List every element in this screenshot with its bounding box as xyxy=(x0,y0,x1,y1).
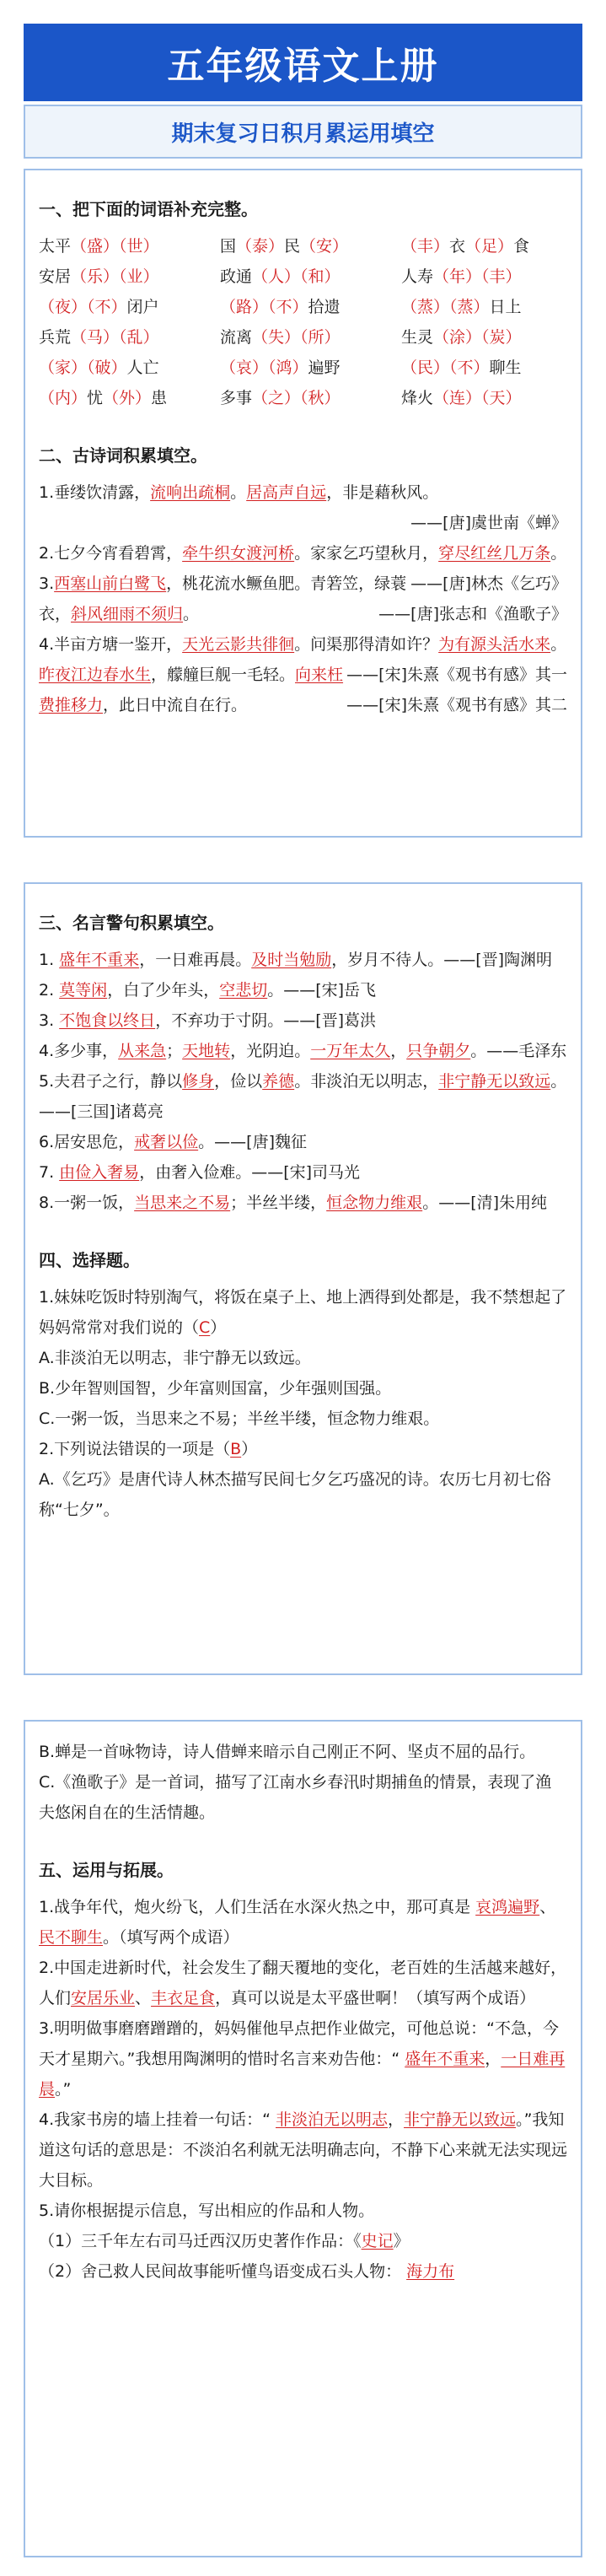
text-line xyxy=(39,1404,567,1434)
quote-lines xyxy=(39,945,567,1218)
line-text: 。——[宋]岳飞 xyxy=(267,981,377,1000)
line-text: B.蝉是一首咏物诗，诗人借蝉来暗示自己刚正不阿、坚贞不屈的品行。 xyxy=(39,1743,536,1761)
filled-answer: 盛年不重来 xyxy=(405,2050,485,2068)
text-line xyxy=(39,1737,567,1767)
line-text: A.《乞巧》是唐代诗人林杰描写民间七夕乞巧盛况的诗。农历七月初七俗称“七夕”。 xyxy=(39,1470,551,1519)
idiom-answer: （鸿） xyxy=(268,358,308,377)
idiom-text: 食 xyxy=(513,237,530,256)
filled-answer: 史记 xyxy=(361,2232,394,2250)
idiom-cell xyxy=(220,322,401,353)
idiom-answer: （马） xyxy=(71,328,120,347)
line-text: ） xyxy=(210,1318,227,1337)
idiom-cell xyxy=(39,353,220,383)
line-text: ， xyxy=(485,2050,501,2068)
idiom-answer: （蒸） xyxy=(449,298,490,316)
text-line xyxy=(39,975,567,1005)
idiom-text: 生灵 xyxy=(401,328,434,347)
filled-answer: 及时当勉励 xyxy=(251,951,332,969)
idiom-cell xyxy=(39,231,220,261)
idiom-cell xyxy=(39,322,220,353)
idiom-answer: （之） xyxy=(252,389,301,407)
line-text: ，真可以说是太平盛世啊！（填写两个成语） xyxy=(215,1989,536,2007)
idiom-answer: （蒸） xyxy=(401,298,450,316)
filled-answer: 养德 xyxy=(262,1072,295,1091)
section-title: 四、选择题。 xyxy=(39,1250,140,1270)
line-text: ，此日中流自在行。 xyxy=(103,696,248,714)
line-text: 3. xyxy=(39,1011,60,1030)
line-text: ——[唐]虞世南《蝉》 xyxy=(410,514,567,532)
idiom-cell xyxy=(401,231,582,261)
filled-answer: 居高声自远 xyxy=(246,483,327,502)
idiom-cell xyxy=(401,261,582,292)
page-title: 五年级语文上册 xyxy=(24,24,582,101)
idiom-answer: （业） xyxy=(119,267,159,286)
line-text: ； xyxy=(166,1042,183,1060)
text-line xyxy=(39,1373,567,1404)
line-text: 。 xyxy=(550,635,567,654)
idiom-answer: （泰） xyxy=(236,237,285,256)
idiom-answer: （夜） xyxy=(39,298,88,316)
idiom-text: 政通 xyxy=(220,267,253,286)
line-text: ，白了少年头， xyxy=(107,981,220,1000)
line-text: ，光阴迫。 xyxy=(230,1042,311,1060)
section-title: 五、运用与拓展。 xyxy=(39,1860,174,1880)
filled-answer: 非宁静无以致远 xyxy=(404,2110,517,2129)
line-text: ——[唐]张志和《渔歌子》 xyxy=(378,605,567,623)
text-line xyxy=(39,1188,567,1218)
text-line xyxy=(39,2013,567,2104)
text-line xyxy=(39,1953,567,2013)
filled-answer: 修身 xyxy=(182,1072,215,1091)
line-text: 》 xyxy=(393,2232,410,2250)
line-text: 。 xyxy=(230,483,247,502)
idiom-text: 患 xyxy=(151,389,168,407)
text-line xyxy=(39,1127,567,1157)
line-text: ；半丝半缕， xyxy=(230,1194,327,1212)
line-text: ，非是藉秋风。 xyxy=(326,483,439,502)
idiom-answer: （外） xyxy=(103,389,152,407)
filled-answer: 牵牛织女渡河桥 xyxy=(182,544,295,563)
text-line xyxy=(39,1282,567,1343)
section-title: 二、古诗词积累填空。 xyxy=(39,445,207,466)
filled-answer: 民不聊生 xyxy=(39,1928,104,1947)
idiom-cell xyxy=(401,292,582,322)
filled-answer: 昨夜江边春水生 xyxy=(39,666,152,684)
text-line xyxy=(39,945,567,975)
filled-answer: 穿尽红丝几万条 xyxy=(438,544,551,563)
filled-answer: 非淡泊无以明志 xyxy=(276,2110,389,2129)
choice-lines xyxy=(39,1282,567,1525)
idiom-cell xyxy=(401,322,582,353)
idiom-answer: （年） xyxy=(433,267,482,286)
idiom-answer: （盛） xyxy=(71,237,120,256)
line-text: ，桃花流水鳜鱼肥。青箬笠，绿蓑衣， xyxy=(39,574,407,623)
line-text: ——[唐]林杰《乞巧》 xyxy=(410,574,567,593)
line-text: 。 xyxy=(550,544,567,563)
idiom-cell xyxy=(220,383,401,413)
filled-answer: B xyxy=(230,1440,242,1458)
idiom-text: 太平 xyxy=(39,237,72,256)
line-text: 。家家乞巧望秋月， xyxy=(294,544,439,563)
filled-answer: 由俭入奢易 xyxy=(59,1163,140,1182)
section-card-1 xyxy=(24,169,582,838)
filled-answer: 安居乐业 xyxy=(71,1989,136,2007)
text-line xyxy=(39,1343,567,1373)
idiom-cell xyxy=(220,231,401,261)
line-text: （1）三千年左右司马迁西汉历史著作作品：《 xyxy=(39,2232,362,2250)
line-text: 。——[三国]诸葛亮 xyxy=(39,1072,567,1121)
header xyxy=(24,24,582,159)
text-line xyxy=(39,2256,567,2287)
idiom-text: 聊生 xyxy=(489,358,522,377)
line-text: A.非淡泊无以明志，非宁静无以致远。 xyxy=(39,1349,311,1367)
line-text: 。——[清]朱用纯 xyxy=(422,1194,548,1212)
application-lines xyxy=(39,1892,567,2287)
filled-answer: 非宁静无以致远 xyxy=(438,1072,551,1091)
idiom-answer: （哀） xyxy=(220,358,269,377)
filled-answer: C xyxy=(199,1318,211,1337)
idiom-answer: （家） xyxy=(39,358,88,377)
filled-answer: 不饱食以终日 xyxy=(59,1011,156,1030)
filled-answer: 空悲切 xyxy=(219,981,268,1000)
idiom-text: 流离 xyxy=(220,328,253,347)
line-text: ——[宋]朱熹《观书有感》其一 xyxy=(346,666,567,684)
line-text: 。”我知道这句话的意思是：不淡泊名利就无法明确志向，不静下心来就无法实现远大目标。 xyxy=(39,2110,568,2190)
idiom-cell xyxy=(39,383,220,413)
line-text: 。 xyxy=(183,605,200,623)
line-text: 。——毛泽东 xyxy=(470,1042,567,1060)
filled-answer: 斜风细雨不须归 xyxy=(71,605,184,623)
idiom-text: 国 xyxy=(220,237,237,256)
idiom-answer: （民） xyxy=(401,358,450,377)
text-line xyxy=(39,1434,567,1464)
idiom-answer: （秋） xyxy=(300,389,341,407)
line-text: ， xyxy=(390,1042,407,1060)
line-text: 1.妹妹吃饭时特别淘气，将饭在桌子上、地上洒得到处都是，我不禁想起了妈妈常常对我们说的（ xyxy=(39,1288,567,1337)
text-line xyxy=(39,2104,567,2196)
section-title: 一、把下面的词语补充完整。 xyxy=(39,199,258,219)
idiom-answer: （破） xyxy=(87,358,127,377)
text-line xyxy=(39,2226,567,2256)
line-text: C.《渔歌子》是一首词，描写了江南水乡春汛时期捕鱼的情景，表现了渔夫悠闲自在的生活情趣。 xyxy=(39,1773,552,1822)
line-text: 5.夫君子之行，静以 xyxy=(39,1072,183,1091)
idiom-cell xyxy=(401,353,582,383)
idiom-cell xyxy=(220,261,401,292)
line-text: 。（填写两个成语） xyxy=(103,1928,239,1947)
line-text: ，艨艟巨舰一毛轻。 xyxy=(151,666,296,684)
idiom-cell xyxy=(220,353,401,383)
filled-answer: 为有源头活水来 xyxy=(438,635,551,654)
line-text: 。问渠那得清如许？ xyxy=(294,635,439,654)
idiom-answer: （世） xyxy=(119,237,159,256)
idiom-text: 烽火 xyxy=(401,389,434,407)
line-text: 、 xyxy=(135,1989,152,2007)
page-subtitle: 期末复习日积月累运用填空 xyxy=(24,105,582,159)
line-text: 5.请你根据提示信息，写出相应的作品和人物。 xyxy=(39,2201,375,2220)
idiom-answer: （乐） xyxy=(71,267,120,286)
line-text: 7. xyxy=(39,1163,60,1182)
filled-answer: 一万年太久 xyxy=(310,1042,391,1060)
idiom-answer: （不） xyxy=(449,358,490,377)
line-text: （2）舍己救人民间故事能听懂鸟语变成石头人物： xyxy=(39,2262,407,2281)
line-text: 2.下列说法错误的一项是（ xyxy=(39,1440,231,1458)
idiom-answer: （乱） xyxy=(119,328,159,347)
line-text: ——[宋]朱熹《观书有感》其二 xyxy=(346,696,567,714)
text-line xyxy=(39,1892,567,1953)
idiom-answer: （路） xyxy=(220,298,269,316)
filled-answer: 当思来之不易 xyxy=(134,1194,231,1212)
text-line xyxy=(39,1005,567,1036)
line-text: ，不弃功于寸阴。——[晋]葛洪 xyxy=(155,1011,377,1030)
poem-lines xyxy=(39,477,567,720)
idiom-text: 遍野 xyxy=(308,358,341,377)
idiom-answer: （安） xyxy=(300,237,349,256)
line-text: ，岁月不待人。——[晋]陶渊明 xyxy=(331,951,553,969)
filled-answer: 流响出疏桐 xyxy=(150,483,231,502)
line-text: B.少年智则国智，少年富则国富，少年强则国强。 xyxy=(39,1379,392,1398)
idiom-text: 忧 xyxy=(87,389,104,407)
line-text: 3. xyxy=(39,574,55,593)
idiom-answer: （足） xyxy=(465,237,514,256)
idiom-text: 衣 xyxy=(449,237,466,256)
idiom-answer: （和） xyxy=(300,267,341,286)
choice-lines-cont xyxy=(39,1737,567,1828)
idiom-answer: （丰） xyxy=(481,267,522,286)
idiom-answer: （不） xyxy=(268,298,308,316)
line-text: ， xyxy=(388,2110,405,2129)
idiom-answer: （所） xyxy=(300,328,341,347)
idiom-text: 民 xyxy=(284,237,301,256)
text-line xyxy=(39,477,567,508)
filled-answer: 天光云影共徘徊 xyxy=(182,635,295,654)
text-line xyxy=(39,1036,567,1066)
idiom-answer: （连） xyxy=(433,389,482,407)
line-text: 2.中国走进新时代，社会发生了翻天覆地的变化，老百姓的生活越来越好，人们 xyxy=(39,1959,567,2007)
filled-answer: 向来枉费推移力 xyxy=(39,666,344,714)
idiom-answer: （天） xyxy=(481,389,522,407)
idiom-text: 日上 xyxy=(489,298,522,316)
filled-answer: 莫等闲 xyxy=(59,981,108,1000)
line-text: 8.一粥一饭， xyxy=(39,1194,135,1212)
idiom-cell xyxy=(39,292,220,322)
filled-answer: 哀鸿遍野 xyxy=(475,1898,540,1916)
idiom-answer: （涂） xyxy=(433,328,482,347)
idiom-cell xyxy=(401,383,582,413)
line-text: 2.七夕今宵看碧霄， xyxy=(39,544,183,563)
idiom-answer: （不） xyxy=(87,298,127,316)
idiom-cell xyxy=(39,261,220,292)
text-line xyxy=(39,1066,567,1127)
filled-answer: 从来急 xyxy=(118,1042,167,1060)
line-text: ，由奢入俭难。——[宋]司马光 xyxy=(139,1163,361,1182)
filled-answer: 西塞山前白鹭飞 xyxy=(54,574,167,593)
idiom-answer: （人） xyxy=(252,267,301,286)
line-text: 4.多少事， xyxy=(39,1042,119,1060)
line-text: ，一日难再晨。 xyxy=(139,951,252,969)
line-text: 4.我家书房的墙上挂着一句话：“ xyxy=(39,2110,276,2129)
line-text: 。——[唐]魏征 xyxy=(198,1133,307,1151)
idiom-answer: （失） xyxy=(252,328,301,347)
idiom-cell xyxy=(220,292,401,322)
section-title: 三、名言警句积累填空。 xyxy=(39,913,224,933)
section-card-3 xyxy=(24,1720,582,2557)
idiom-answer: （炭） xyxy=(481,328,522,347)
filled-answer: 恒念物力维艰 xyxy=(326,1194,423,1212)
line-text: 1. xyxy=(39,951,60,969)
text-line xyxy=(39,1157,567,1188)
idiom-text: 闭户 xyxy=(126,298,159,316)
line-text: 4.半亩方塘一鉴开， xyxy=(39,635,183,654)
filled-answer: 一日难再晨 xyxy=(39,2050,566,2099)
line-text: 。” xyxy=(55,2080,72,2099)
filled-answer: 丰衣足食 xyxy=(151,1989,216,2007)
line-text: ） xyxy=(241,1440,258,1458)
text-line xyxy=(39,1464,567,1525)
idiom-text: 拾遗 xyxy=(308,298,341,316)
line-text: 1.垂缕饮清露， xyxy=(39,483,151,502)
line-text: 。非淡泊无以明志， xyxy=(294,1072,439,1091)
text-line xyxy=(39,2196,567,2226)
text-line xyxy=(39,508,567,538)
filled-answer: 只争朝夕 xyxy=(406,1042,471,1060)
idiom-text: 安居 xyxy=(39,267,72,286)
line-text: 2. xyxy=(39,981,60,1000)
line-text: 3.明明做事磨磨蹭蹭的，妈妈催他早点把作业做完，可他总说：“不急，今天才星期六。”我想用陶渊明的惜时名言来劝告他：“ xyxy=(39,2019,559,2068)
filled-answer: 海力布 xyxy=(406,2262,455,2281)
idiom-grid xyxy=(39,231,567,413)
idiom-text: 人亡 xyxy=(126,358,159,377)
line-text: 1.战争年代，炮火纷飞，人们生活在水深火热之中，那可真是 xyxy=(39,1898,476,1916)
text-line xyxy=(39,1767,567,1828)
filled-answer: 盛年不重来 xyxy=(59,951,140,969)
section-card-2 xyxy=(24,882,582,1675)
filled-answer: 戒奢以俭 xyxy=(134,1133,199,1151)
idiom-answer: （丰） xyxy=(401,237,450,256)
idiom-text: 多事 xyxy=(220,389,253,407)
line-text: 6.居安思危， xyxy=(39,1133,135,1151)
idiom-text: 人寿 xyxy=(401,267,434,286)
line-text: ，俭以 xyxy=(214,1072,263,1091)
idiom-answer: （内） xyxy=(39,389,88,407)
line-text: C.一粥一饭，当思来之不易；半丝半缕，恒念物力维艰。 xyxy=(39,1409,440,1428)
filled-answer: 天地转 xyxy=(182,1042,231,1060)
idiom-text: 兵荒 xyxy=(39,328,72,347)
line-text: 、 xyxy=(539,1898,556,1916)
